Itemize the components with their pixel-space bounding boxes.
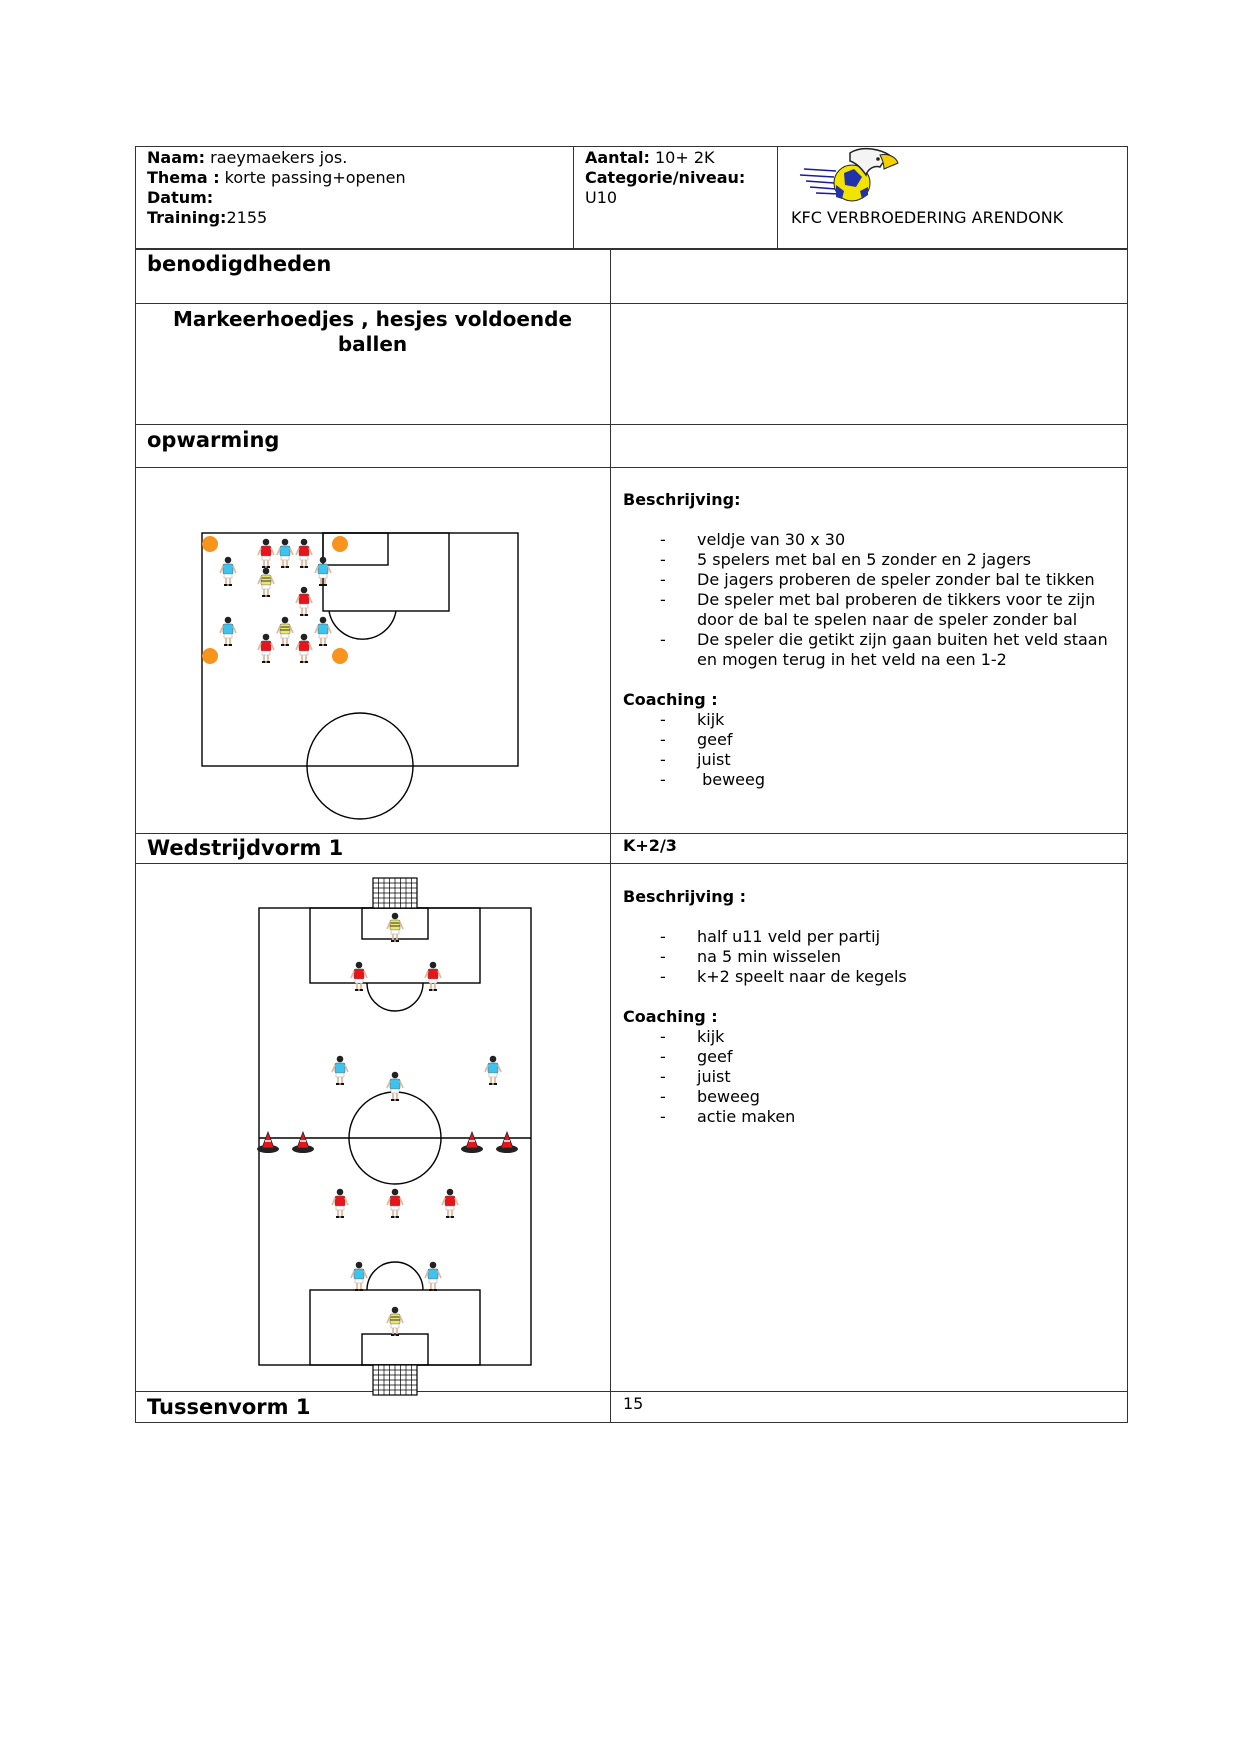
count-line [585,148,715,168]
inter1-side-label: 15 [623,1394,644,1413]
match1-side-label: K+2/3 [623,836,677,855]
goal-net-icon [373,1365,417,1395]
theme-label: Thema : [147,168,220,187]
divider [135,833,1128,834]
player-figure-red [258,539,274,568]
cone-icon [292,1132,314,1153]
materials-heading: benodigdheden [147,252,332,276]
list-item: - juist [623,1067,1023,1087]
club-name: KFC VERBROEDERING ARENDONK [791,208,1064,227]
player-figure-blue [425,1262,441,1291]
player-figure-red [296,539,312,568]
theme-value: korte passing+openen [219,168,406,187]
name-label: Naam: [147,148,206,167]
list-item: - kijk [623,710,1023,730]
player-figure-red [387,1189,403,1218]
cone-icon [257,1132,279,1153]
count-value: 10+ 2K [649,148,715,167]
name-value: raeymaekers jos. [205,148,348,167]
materials-line-1: Markeerhoedjes , hesjes voldoende [172,307,573,331]
warmup-field-diagram [190,520,540,820]
cone-icon [461,1132,483,1153]
category-value: U10 [585,188,618,207]
date-label: Datum: [147,188,214,207]
player-figure-red [258,634,274,663]
training-value: 2155 [226,208,268,227]
list-item: - na 5 min wisselen [623,947,1103,967]
marker-cone-icon [202,648,218,664]
category-label: Categorie/niveau: [585,168,746,187]
player-figure-blue [351,1262,367,1291]
marker-cone-icon [202,536,218,552]
player-figure-blue [387,1072,403,1101]
materials-line-2: ballen [337,332,408,356]
list-item: - juist [623,750,1023,770]
goal-net-icon [373,878,417,908]
list-item: - geef [623,1047,1023,1067]
cone-icon [496,1132,518,1153]
player-figure-red [442,1189,458,1218]
player-figure-blue [332,1056,348,1085]
divider [135,303,1128,304]
divider [777,146,778,248]
list-item: - veldje van 30 x 30 [623,530,1123,550]
list-item: - half u11 veld per partij [623,927,1103,947]
list-item: - 5 spelers met bal en 5 zonder en 2 jagers [623,550,1123,570]
match1-desc-list [623,927,1103,987]
training-label: Training: [147,208,227,227]
player-figure-blue [485,1056,501,1085]
training-line [147,208,267,228]
goalkeeper-figure [387,913,403,942]
list-item: - actie maken [623,1107,1023,1127]
match1-coaching-list [623,1027,1023,1127]
divider [135,467,1128,468]
match1-desc-heading: Beschrijving : [623,887,747,906]
name-line [147,148,347,168]
match1-heading: Wedstrijdvorm 1 [147,836,344,860]
goalkeeper-figure [258,568,274,597]
warmup-desc-list [623,530,1123,670]
player-figure-red [296,634,312,663]
player-figure-red [332,1189,348,1218]
list-item: - De speler met bal proberen de tikkers voor te zijn door de bal te spelen naar de speler zonder bal [623,590,1123,630]
list-item: - De jagers proberen de speler zonder bal te tikken [623,570,1123,590]
inter1-heading: Tussenvorm 1 [147,1395,311,1419]
list-item: - geef [623,730,1023,750]
goalkeeper-figure [387,1307,403,1336]
list-item: - beweeg [623,1087,1023,1107]
player-figure-blue [315,617,331,646]
theme-line [147,168,406,188]
warmup-heading: opwarming [147,428,280,452]
player-figure-red [296,587,312,616]
divider [135,863,1128,864]
match-field-diagram [250,875,550,1395]
list-item: - kijk [623,1027,1023,1047]
match1-coaching-heading: Coaching : [623,1007,718,1026]
warmup-coaching-list [623,710,1023,790]
player-figure-blue [277,539,293,568]
divider [135,424,1128,425]
player-figure-blue [220,617,236,646]
player-figure-red [351,962,367,991]
player-figure-blue [220,557,236,586]
divider [573,146,574,248]
list-item: - k+2 speelt naar de kegels [623,967,1103,987]
player-figure-red [425,962,441,991]
warmup-desc-heading: Beschrijving: [623,490,741,509]
goalkeeper-figure [277,617,293,646]
list-item: - beweeg [623,770,1023,790]
list-item: - De speler die getikt zijn gaan buiten het veld staan en mogen terug in het veld na een 1-2 [623,630,1123,670]
warmup-coaching-heading: Coaching : [623,690,718,709]
divider [135,248,1128,250]
marker-cone-icon [332,536,348,552]
club-logo [796,147,906,207]
count-label: Aantal: [585,148,650,167]
marker-cone-icon [332,648,348,664]
